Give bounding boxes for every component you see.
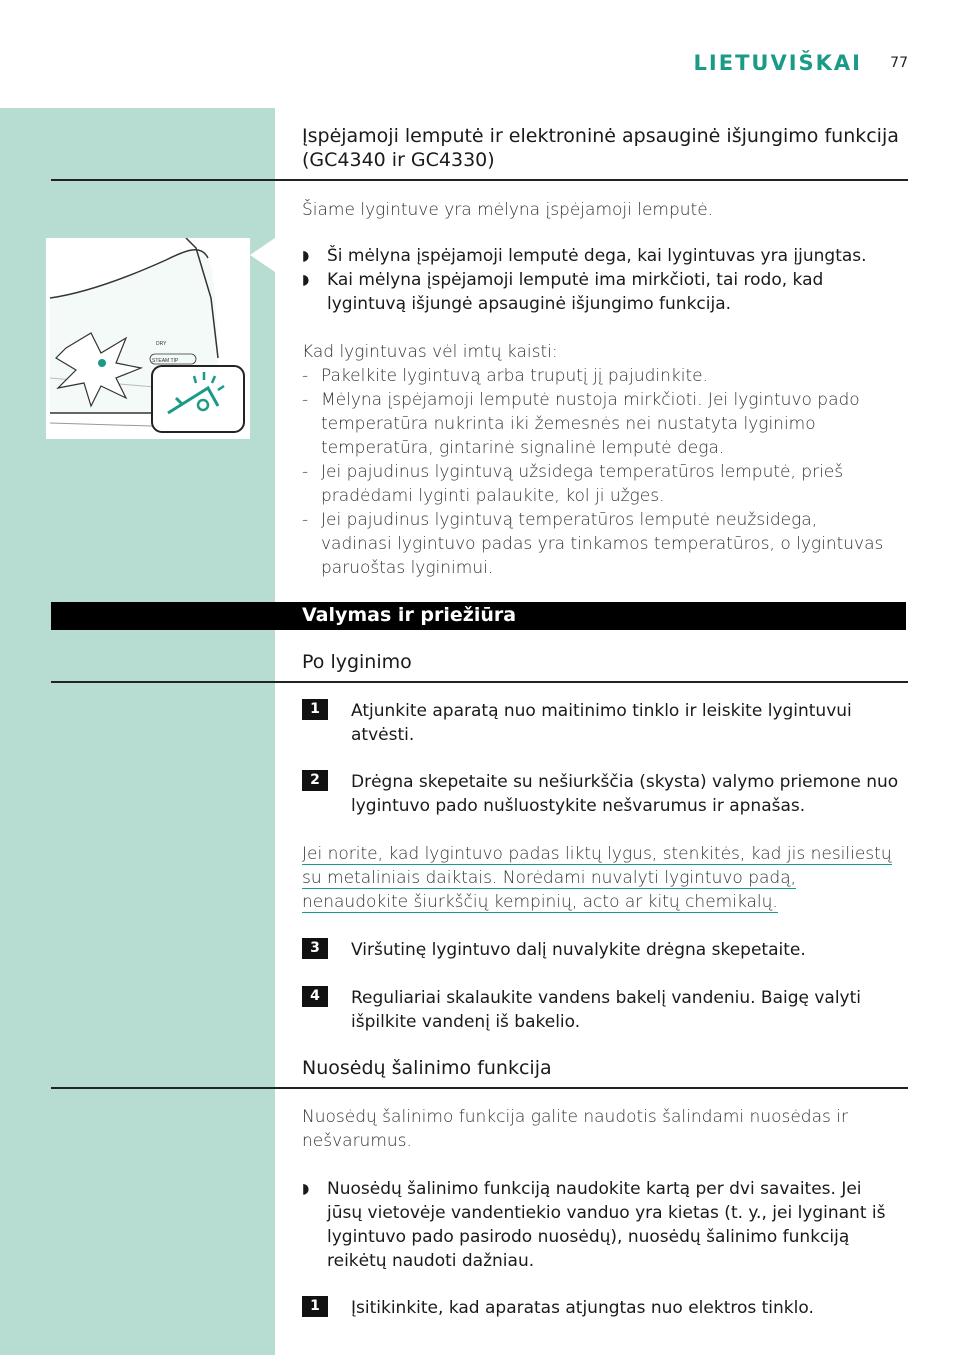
bullet-marker-icon: ◗ (302, 1181, 310, 1197)
iron-illustration (46, 238, 250, 439)
calc-intro: Nuosėdų šalinimo funkcija galite naudotis šalindami nuosėdas ir nešvarumus. (302, 1107, 848, 1151)
iron-drawing (46, 238, 250, 439)
steam-label: STEAM TIP (152, 358, 179, 364)
subsection-title-calc: Nuosėdų šalinimo funkcija (302, 1057, 552, 1079)
divider (51, 681, 908, 683)
divider (51, 1087, 908, 1089)
step-item: 2 Drėgna skepetaite su nešiurkščia (skysta) valymo priemone nuo lygintuvo pado nušluostykite nešvarumus ir apnašas. (302, 770, 908, 818)
step-number: 1 (302, 699, 328, 720)
section-title-warning-light: Įspėjamoji lemputė ir elektroninė apsauginė išjungimo funkcija (GC4340 ir GC4330) (302, 125, 899, 171)
step-item: 1 Atjunkite aparatą nuo maitinimo tinklo ir leiskite lygintuvui atvėsti. (302, 699, 908, 747)
section-title-cleaning: Valymas ir priežiūra (302, 604, 517, 626)
intro-text: Šiame lygintuve yra mėlyna įspėjamoji lemputė. (302, 200, 714, 220)
heat-intro: Kad lygintuvas vėl imtų kaisti: (302, 342, 558, 362)
step-item: 1 Įsitikinkite, kad aparatas atjungtas nuo elektros tinklo. (302, 1296, 908, 1320)
language-heading: LIETUVIŠKAI (693, 51, 862, 75)
dash-item: - Mėlyna įspėjamoji lemputė nustoja mirkčioti. Jei lygintuvo pado temperatūra nukrinta iki žemesnės nei nustatyta lyginimo temperatūra, gintarinė signalinė lemputė dega. (302, 390, 860, 458)
divider (51, 179, 908, 181)
bullet-item: ◗ Kai mėlyna įspėjamoji lemputė ima mirkčioti, tai rodo, kad lygintuvą išjungė apsauginė išjungimo funkcija. (302, 270, 824, 314)
subsection-title-after-ironing: Po lyginimo (302, 651, 412, 673)
page-number: 77 (890, 55, 908, 71)
dry-label: DRY (156, 341, 167, 347)
step-item: 4 Reguliariai skalaukite vandens bakelį vandeniu. Baigę valyti išpilkite vandenį iš bakelio. (302, 986, 908, 1034)
dash-item: - Pakelkite lygintuvą arba truputį jį pajudinkite. (302, 366, 708, 386)
step-number: 1 (302, 1296, 328, 1317)
bullet-marker-icon: ◗ (302, 272, 310, 288)
bullet-marker-icon: ◗ (302, 248, 310, 264)
pointer-triangle (250, 238, 276, 272)
step-number: 4 (302, 986, 328, 1007)
dash-item: - Jei pajudinus lygintuvą temperatūros lemputė neužsidega, vadinasi lygintuvo padas yra tinkamos temperatūros, o lygintuvas paruoštas lyginimui. (302, 510, 884, 578)
bullet-item: ◗ Nuosėdų šalinimo funkciją naudokite kartą per dvi savaites. Jei jūsų vietovėje vandentiekio vanduo yra kietas (t. y., jei lyginant iš lygintuvo pado pasirodo nuosėdų), nuosėdų šalinimo funkciją reikėtų naudoti dažniau. (302, 1179, 886, 1271)
bullet-item: ◗ Ši mėlyna įspėjamoji lemputė dega, kai lygintuvas yra įjungtas. (302, 246, 867, 266)
step-number: 3 (302, 938, 328, 959)
step-item: 3 Viršutinę lygintuvo dalį nuvalykite drėgna skepetaite. (302, 938, 908, 962)
note-text: Jei norite, kad lygintuvo padas liktų lygus, stenkitės, kad jis nesiliestų su metaliniais daiktais. Norėdami nuvalyti lygintuvo padą, nenaudokite šiurkščių kempinių, acto ar kitų chemikalų. (302, 844, 892, 912)
step-number: 2 (302, 770, 328, 791)
dash-item: - Jei pajudinus lygintuvą užsidega temperatūros lemputė, prieš pradėdami lyginti palaukite, kol ji užges. (302, 462, 844, 506)
